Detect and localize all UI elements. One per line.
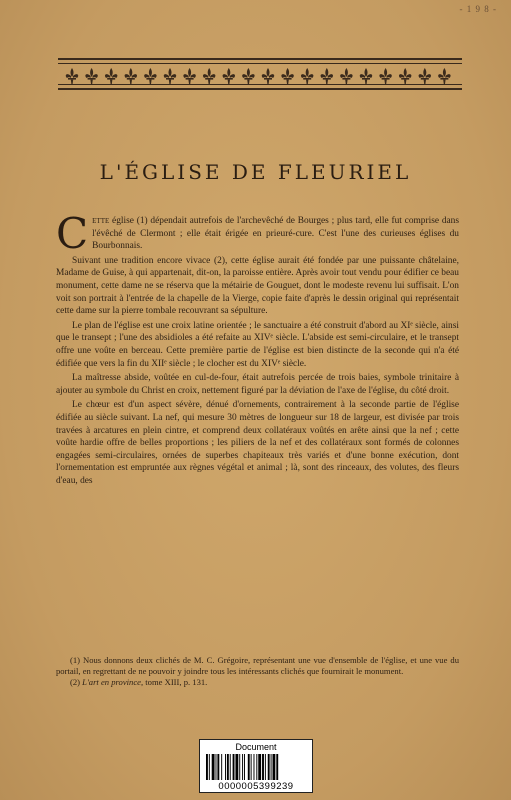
paragraph-1-lead: ette [92, 216, 110, 226]
footnotes [56, 655, 459, 688]
paragraph-1-text: église (1) dépendait autrefois de l'archevêché de Bourges ; plus tard, elle fut comprise dans l'évêché de Clermont ; elle était érigée en prieuré-cure. C'est l'une des curieuses églises du Bourbonnais. [92, 216, 459, 252]
article-body [56, 209, 459, 489]
page-title: L'ÉGLISE DE FLEURIEL [99, 160, 412, 184]
drop-cap: C [56, 209, 89, 258]
barcode-label-sticker [199, 739, 313, 793]
paragraph-5: Le chœur est d'un aspect sévère, dénué d'ornements, contrairement à la seconde partie de l'église édifiée au siècle suivant. La nef, qui mesure 30 mètres de longueur sur 18 de largeur, est divisée par trois travées à arcatures en plein cintre, et comprend deux collatéraux voûtés en arête ainsi que la nef ; cette voûte hardie offre de belles proportions ; les piliers de la nef et des collatéraux sont formés de colonnes engagées semi-circulaires, ornées de superbes chapiteaux très variés et d'une bonne exécution, dont l'ornementation est empruntée aux règnes végétal et animal ; là, sont des rinceaux, des volutes, des fleurs d'eau, des [56, 400, 459, 486]
fleur-de-lis-border-icon [62, 66, 458, 86]
footnote-2-prefix: (2) [70, 677, 83, 687]
paragraph-1 [56, 209, 459, 258]
paragraph-4: La maîtresse abside, voûtée en cul-de-four, était autrefois percée de trois baies, symbole trinitaire à ajouter au symbole du Christ en croix, nettement figuré par la déviation de l'axe de l'église, du côté droit. [56, 373, 459, 396]
footnote-2-suffix: , tome XIII, p. 131. [140, 677, 208, 687]
barcode-caption: Document [235, 742, 277, 752]
paragraph-2: Suivant une tradition encore vivace (2), cette église aurait été fondée par une puissante châtelaine, Madame de Guise, à qui appartenait, dit-on, la paroisse entière. Après avoir tout vendu pour édifier ce beau monument, cette dame ne se réserva que la métairie de Gouguet, dont le modeste revenu lui suffisait. L'on voit son portrait à l'entrée de la chapelle de la Vierge, copie faite d'après le dessin original qui représentait cette dame sur la pierre tombale recouvrant sa sépulture. [56, 255, 459, 317]
footnote-2 [56, 677, 459, 688]
barcode-icon [206, 754, 306, 780]
ornamental-header-band [58, 58, 462, 90]
footnote-2-title: L'art en province [82, 677, 141, 687]
footnote-1: (1) Nous donnons deux clichés de M. C. Grégoire, représentant une vue d'ensemble de l'église, et une vue du portail, en regrettant de ne pouvoir y joindre tous les intéressants clichés que fournirait le monument. [56, 655, 459, 676]
corner-mark: - 1 9 8 - [459, 4, 497, 14]
barcode-number: 0000005399239 [218, 781, 294, 792]
paragraph-3: Le plan de l'église est une croix latine orientée ; le sanctuaire a été construit d'abord au XIᵉ siècle, ainsi que le transept ; l'une des absidioles a été refaite au XIVᵉ siècle. L'abside est semi-circulaire, et le transept offre une voûte en berceau. Cette première partie de l'église est bien distincte de la seconde qui n'a été édifiée que vers la fin du XIIᵉ siècle ; le clocher est du XIVᵉ siècle. [56, 320, 459, 369]
